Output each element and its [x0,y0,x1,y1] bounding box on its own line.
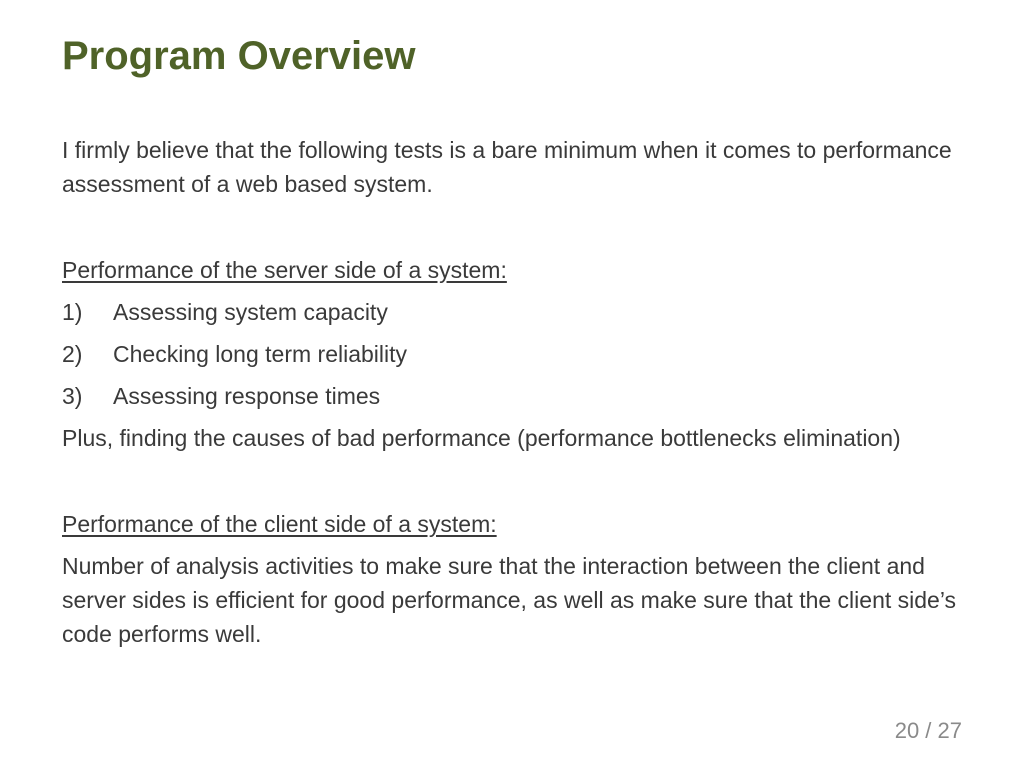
slide-content [62,133,962,651]
intro-paragraph: I firmly believe that the following tests is a bare minimum when it comes to performance assessment of a web based system. [62,137,952,197]
list-item-text: Checking long term reliability [113,341,408,367]
list-item [62,379,962,413]
list-item-number: 3) [62,383,83,409]
page-number: 20 / 27 [894,718,962,743]
client-section-body: Number of analysis activities to make sure that the interaction between the client and server sides is efficient for good performance, as well as make sure that the client side’s code performs well. [62,553,957,647]
client-section-heading: Performance of the client side of a system: [62,511,497,537]
list-item-number: 1) [62,299,83,325]
list-item [62,295,962,329]
server-section-heading: Performance of the server side of a system: [62,257,507,283]
server-section-note: Plus, finding the causes of bad performance (performance bottlenecks elimination) [62,425,901,451]
list-item-number: 2) [62,341,83,367]
slide-title: Program Overview [62,34,416,78]
list-item-text: Assessing system capacity [113,299,388,325]
list-item [62,337,962,371]
list-item-text: Assessing response times [113,383,381,409]
